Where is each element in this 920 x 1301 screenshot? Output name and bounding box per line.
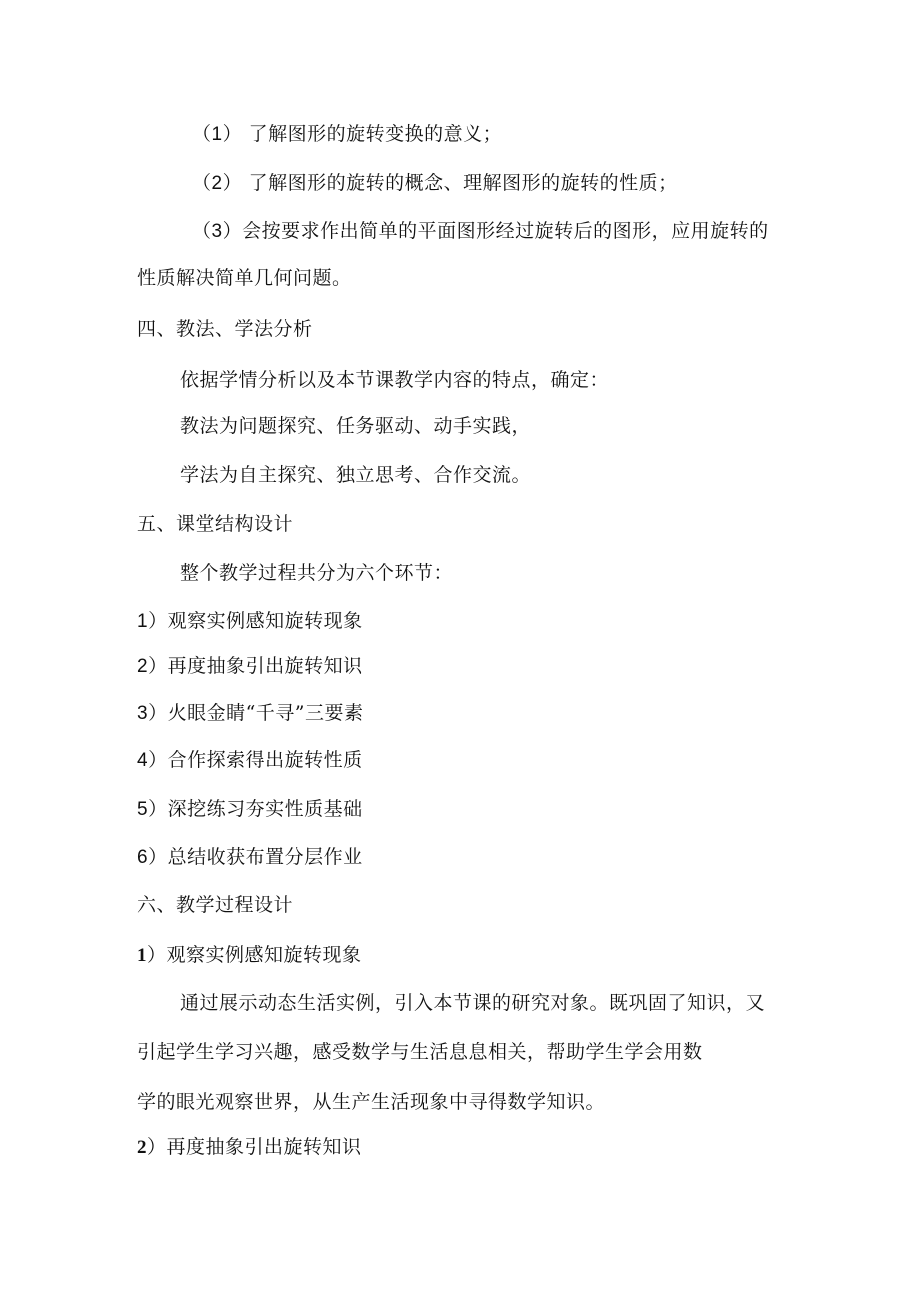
section-5-intro: 整个教学过程共分为六个环节： [180, 562, 454, 584]
objective-2-number: （2） [192, 173, 243, 194]
step-4-text: ）合作探索得出旋转性质 [148, 749, 363, 771]
step-2-number: 2 [137, 656, 149, 677]
section-6-subheading-2 [137, 1135, 362, 1160]
step-4-number: 4 [137, 750, 149, 771]
objective-2-text: 了解图形的旋转的概念、理解图形的旋转的性质； [242, 172, 678, 194]
step-1-number: 1 [137, 611, 149, 632]
step-5 [137, 797, 363, 822]
step-1-text: ）观察实例感知旋转现象 [148, 610, 363, 632]
section-4-paragraph-1: 依据学情分析以及本节课教学内容的特点，确定： [180, 369, 610, 391]
objective-1 [192, 122, 502, 147]
section-6-paragraph-line-3: 学的眼光观察世界，从生产生活现象中寻得数学知识。 [137, 1091, 606, 1113]
subheading-2-number: 2 [137, 1137, 147, 1158]
step-4 [137, 748, 363, 773]
step-5-text: ）深挖练习夯实性质基础 [148, 798, 363, 820]
objective-3 [192, 219, 769, 244]
objective-1-number: （1） [192, 124, 243, 145]
section-4-heading: 四、教法、学法分析 [137, 318, 313, 340]
objective-3-text: 会按要求作出简单的平面图形经过旋转后的图形，应用旋转的 [242, 220, 769, 242]
step-3 [137, 701, 364, 726]
step-6-text: ）总结收获布置分层作业 [148, 846, 363, 868]
section-6-heading: 六、教学过程设计 [137, 894, 294, 916]
step-3-text: ）火眼金睛“千寻”三要素 [148, 702, 364, 724]
section-6-paragraph-line-2: 引起学生学习兴趣，感受数学与生活息息相关，帮助学生学会用数 [137, 1041, 703, 1063]
step-5-number: 5 [137, 799, 149, 820]
subheading-1-number: 1 [137, 945, 147, 966]
section-5-heading: 五、课堂结构设计 [137, 513, 294, 535]
section-6-paragraph-line-1: 通过展示动态生活实例，引入本节课的研究对象。既巩固了知识，又 [180, 992, 766, 1014]
step-2-text: ）再度抽象引出旋转知识 [148, 655, 363, 677]
section-4-paragraph-3: 学法为自主探究、独立思考、合作交流。 [180, 464, 532, 486]
step-1 [137, 609, 363, 634]
section-4-paragraph-2: 教法为问题探究、任务驱动、动手实践， [180, 415, 532, 437]
step-6 [137, 845, 363, 870]
objective-3-continuation: 性质解决简单几何问题。 [137, 267, 352, 289]
section-6-subheading-1 [137, 943, 362, 968]
step-2 [137, 654, 363, 679]
subheading-2-text: ）再度抽象引出旋转知识 [147, 1136, 362, 1158]
step-6-number: 6 [137, 847, 149, 868]
step-3-number: 3 [137, 703, 149, 724]
objective-2 [192, 171, 678, 196]
subheading-1-text: ）观察实例感知旋转现象 [147, 944, 362, 966]
objective-1-text: 了解图形的旋转变换的意义； [242, 123, 503, 145]
objective-3-number: （3） [192, 221, 243, 242]
